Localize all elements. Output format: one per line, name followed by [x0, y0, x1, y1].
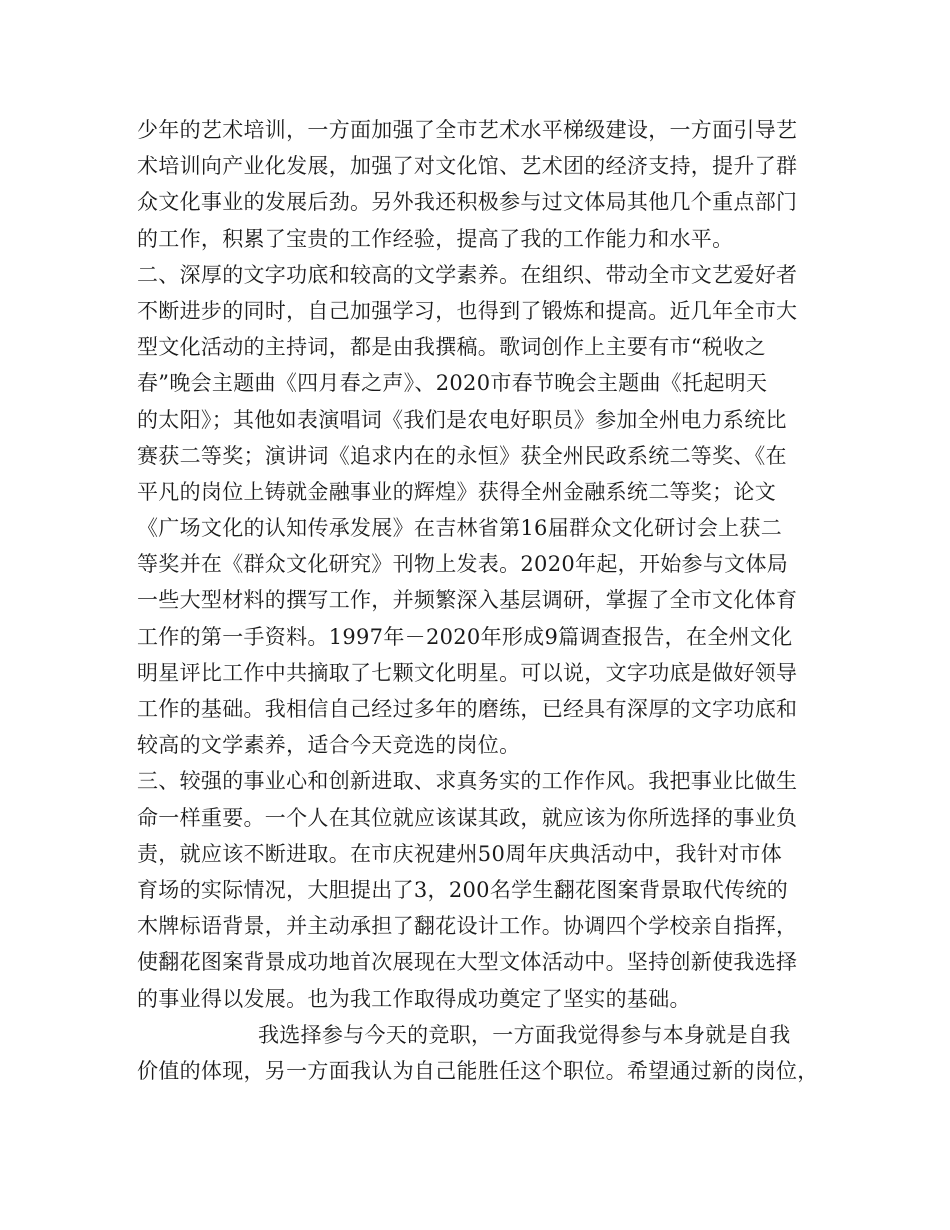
text-line: 较高的文学素养，适合今天竞选的岗位。	[137, 733, 521, 758]
text-line: 众文化事业的发展后劲。另外我还积极参与过文体局其他几个重点部门	[137, 190, 798, 215]
text-line: 的工作，积累了宝贵的工作经验，提高了我的工作能力和水平。	[137, 226, 734, 251]
text-line: 工作的第一手资料。1997年－2020年形成9篇调查报告，在全州文化	[137, 624, 793, 649]
text-line: 育场的实际情况，大胆提出了3，200名学生翻花图案背景取代传统的	[137, 877, 789, 902]
text-line: 春”晚会主题曲《四月春之声》、2020市春节晚会主题曲《托起明天	[137, 371, 768, 396]
text-line: 使翻花图案背景成功地首次展现在大型文体活动中。坚持创新使我选择	[137, 950, 798, 975]
body-text	[137, 112, 837, 1089]
text-line: 价值的体现，另一方面我认为自己能胜任这个职位。希望通过新的岗位，	[137, 1058, 819, 1083]
text-line: 型文化活动的主持词，都是由我撰稿。歌词创作上主要有市“税收之	[137, 335, 766, 360]
text-line: 责，就应该不断进取。在市庆祝建州50周年庆典活动中，我针对市体	[137, 841, 783, 866]
text-line: 工作的基础。我相信自己经过多年的磨练，已经具有深厚的文字功底和	[137, 697, 798, 721]
text-line: 一些大型材料的撰写工作，并频繁深入基层调研，掌握了全市文化体育	[137, 588, 798, 613]
text-line: 赛获二等奖；演讲词《追求内在的永恒》获全州民政系统二等奖、《在	[137, 443, 787, 468]
text-line: 不断进步的同时，自己加强学习，也得到了锻炼和提高。近几年全市大	[137, 298, 798, 323]
text-line: 等奖并在《群众文化研究》刊物上发表。2020年起，开始参与文体局	[137, 552, 789, 577]
section-heading-line: 三、较强的事业心和创新进取、求真务实的工作作风。我把事业比做生	[137, 769, 798, 794]
text-line: 的事业得以发展。也为我工作取得成功奠定了坚实的基础。	[137, 986, 691, 1011]
text-line: 明星评比工作中共摘取了七颗文化明星。可以说，文字功底是做好领导	[137, 660, 798, 685]
text-line: 《广场文化的认知传承发展》在吉林省第16届群众文化研讨会上获二	[137, 516, 783, 541]
text-line: 术培训向产业化发展，加强了对文化馆、艺术团的经济支持，提升了群	[137, 154, 798, 179]
text-line: 命一样重要。一个人在其位就应该谋其政，就应该为你所选择的事业负	[137, 805, 798, 830]
text-line: 少年的艺术培训，一方面加强了全市艺术水平梯级建设，一方面引导艺	[137, 118, 798, 142]
text-line: 木牌标语背景，并主动承担了翻花设计工作。协调四个学校亲自指挥，	[137, 914, 798, 939]
text-line: 的太阳》；其他如表演唱词《我们是农电好职员》参加全州电力系统比	[137, 407, 787, 432]
text-line: 平凡的岗位上铸就金融事业的辉煌》获得全州金融系统二等奖；论文	[137, 479, 776, 504]
paragraph-start-line: 我选择参与今天的竞职，一方面我觉得参与本身就是自我	[258, 1022, 791, 1047]
section-heading-line: 二、深厚的文字功底和较高的文学素养。在组织、带动全市文艺爱好者	[137, 262, 798, 287]
